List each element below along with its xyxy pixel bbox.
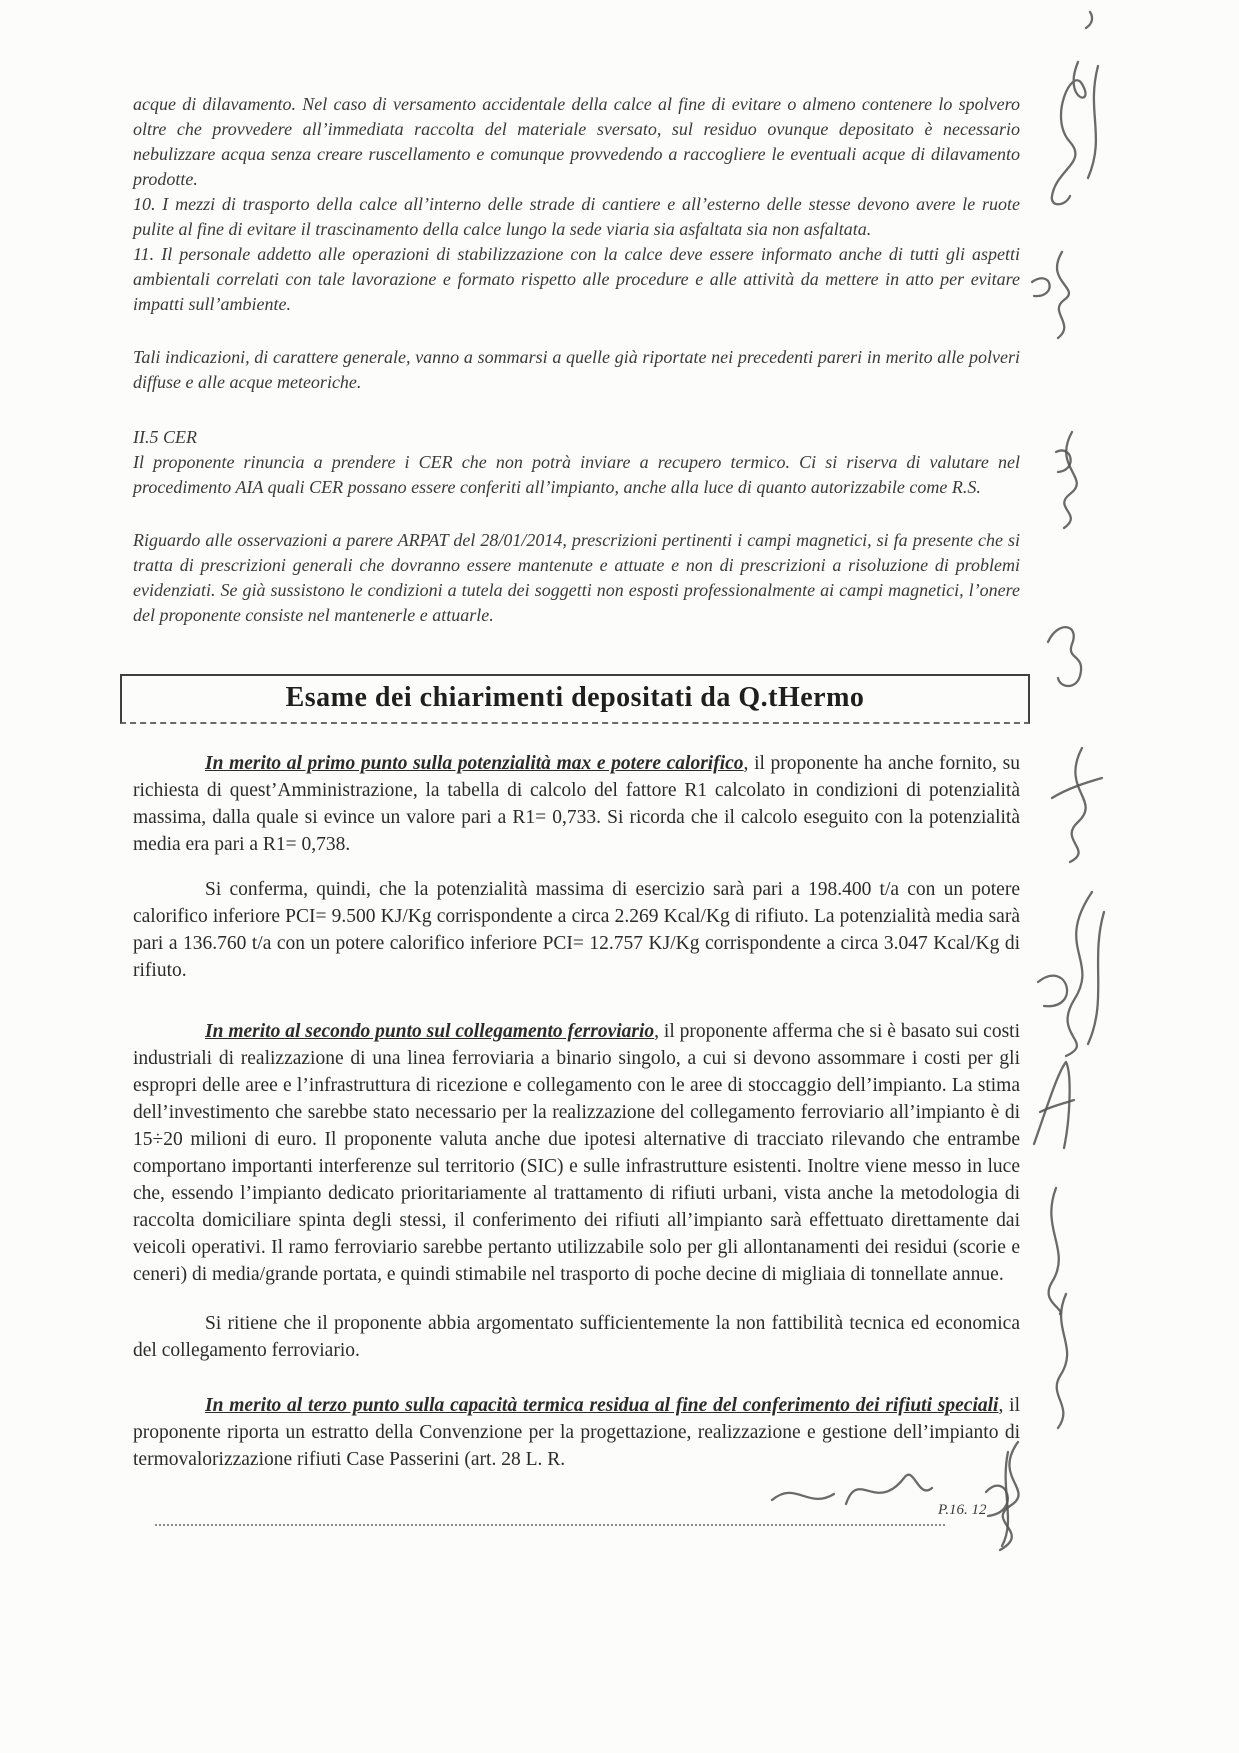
paragraph-text: , il proponente riporta un estratto della Convenzione per la progettazione, realizzazione e gestione dell’impianto di termovalorizzazione rifiuti Case Passerini (art. 28 L. R. (133, 1395, 1020, 1470)
paragraph-terzo-punto (133, 1392, 1020, 1473)
prescriptions-section (133, 92, 1020, 628)
paragraph-text: , il proponente ha anche fornito, su richiesta di quest’Amministrazione, la tabella di calcolo del fattore R1 calcolato in condizioni di potenzialità massima, dalla quale si evince un valore pari a R1= 0,733. Si ricorda che il calcolo eseguito con la potenzialità media era pari a R1= 0,738. (133, 753, 1020, 855)
handwritten-signature-bottom-1 (772, 1493, 834, 1500)
paragraph-text: Si conferma, quindi, che la potenzialità massima di esercizio sarà pari a 198.400 t/a con un potere calorifico inferiore PCI= 9.500 KJ/Kg corrispondente a circa 2.269 Kcal/Kg di rifiuto. La potenzialità media sarà pari a 136.760 t/a con un potere calorifico inferiore PCI= 12.757 KJ/Kg corrispondente a circa 3.047 Kcal/Kg di rifiuto. (133, 879, 1020, 981)
prescription-item-11: 11. Il personale addetto alle operazioni di stabilizzazione con la calce deve essere informato anche di tutti gli aspetti ambientali correlati con tale lavorazione e formato rispetto alle procedure e alle attività da mettere in atto per evitare impatti sull’ambiente. (133, 244, 1020, 314)
prescription-item-10: 10. I mezzi di trasporto della calce all’interno delle strade di cantiere e all’esterno delle stesse devono avere le ruote pulite al fine di evitare il trascinamento della calce lungo la sede viaria sia asfaltata sia non asfaltata. (133, 194, 1020, 239)
heading-cer: II.5 CER (133, 427, 197, 447)
section-title-box (120, 674, 1030, 724)
paragraph-secondo-punto (133, 1018, 1020, 1288)
paragraph-continuation: acque di dilavamento. Nel caso di versamento accidentale della calce al fine di evitare o almeno contenere lo spolvero oltre che provvedere all’immediata raccolta del materiale sversato, sul residuo ovunque depositato è necessario nebulizzare acqua senza creare ruscellamento e comunque provvedendo a raccogliere le eventuali acque di dilavamento prodotte. (133, 94, 1020, 189)
paragraph-lead: In merito al secondo punto sul collegamento ferroviario (205, 1021, 655, 1042)
paragraph-primo-punto (133, 750, 1020, 858)
section-title: Esame dei chiarimenti depositati da Q.tHermo (285, 682, 865, 713)
page-number: P.16. 12 (938, 1502, 987, 1518)
paragraph-conferma-potenzialita (133, 876, 1020, 984)
paragraph-text: , il proponente afferma che si è basato sui costi industriali di realizzazione di una linea ferroviaria a binario singolo, a cui si devono assommare i costi per gli espropri delle aree e l’infrastruttura di ricezione e collegamento con le aree di stoccaggio dell’impianto. La stima dell’investimento che sarebbe stato necessario per la realizzazione del collegamento ferroviario all’impianto è di 15÷20 milioni di euro. Il proponente valuta anche due ipotesi alternative di tracciato rilevando che entrambe comportano importanti interferenze sul territorio (SIC) e sulle infrastrutture esistenti. Inoltre viene messo in luce che, essendo l’impianto dedicato prioritariamente al trattamento di rifiuti urbani, vista anche la metodologia di raccolta domiciliare spinta degli stessi, il conferimento dei rifiuti all’impianto sarà effettuato direttamente dai veicoli operativi. Il ramo ferroviario sarebbe pertanto utilizzabile solo per gli allontanamenti dei residui (scorie e ceneri) di media/grande portata, e quindi stimabile nel trasporto di poche decine di migliaia di tonnellate annue. (133, 1021, 1020, 1285)
handwritten-signature-bottom-2 (846, 1475, 932, 1504)
paragraph-lead: In merito al terzo punto sulla capacità termica residua al fine del conferimento dei rifiuti speciali (205, 1395, 999, 1416)
paragraph-arpat: Riguardo alle osservazioni a parere ARPAT del 28/01/2014, prescrizioni pertinenti i campi magnetici, si fa presente che si tratta di prescrizioni generali che dovranno essere mantenute e attuate e non di prescrizioni a risoluzione di problemi evidenziati. Se già sussistono le condizioni a tutela dei soggetti non esposti professionalmente ai campi magnetici, l’onere del proponente consiste nel mantenerle e attuarle. (133, 530, 1020, 625)
paragraph-si-ritiene (133, 1310, 1020, 1364)
paragraph-tali-indicazioni: Tali indicazioni, di carattere generale, vanno a sommarsi a quelle già riportate nei precedenti pareri in merito alle polveri diffuse e alle acque meteoriche. (133, 347, 1020, 392)
handwritten-flourish-bottom-right-2 (986, 1486, 1008, 1516)
paragraph-lead: In merito al primo punto sulla potenzialità max e potere calorifico (205, 753, 744, 774)
footer-dotted-line (155, 1524, 945, 1526)
chiarimenti-section (133, 750, 1020, 1473)
paragraph-cer: Il proponente rinuncia a prendere i CER che non potrà inviare a recupero termico. Ci si riserva di valutare nel procedimento AIA quali CER possano essere conferiti all’impianto, anche alla luce di quanto autorizzabile come R.S. (133, 452, 1020, 497)
paragraph-text: Si ritiene che il proponente abbia argomentato sufficientemente la non fattibilità tecnica ed economica del collegamento ferroviario. (133, 1313, 1020, 1361)
